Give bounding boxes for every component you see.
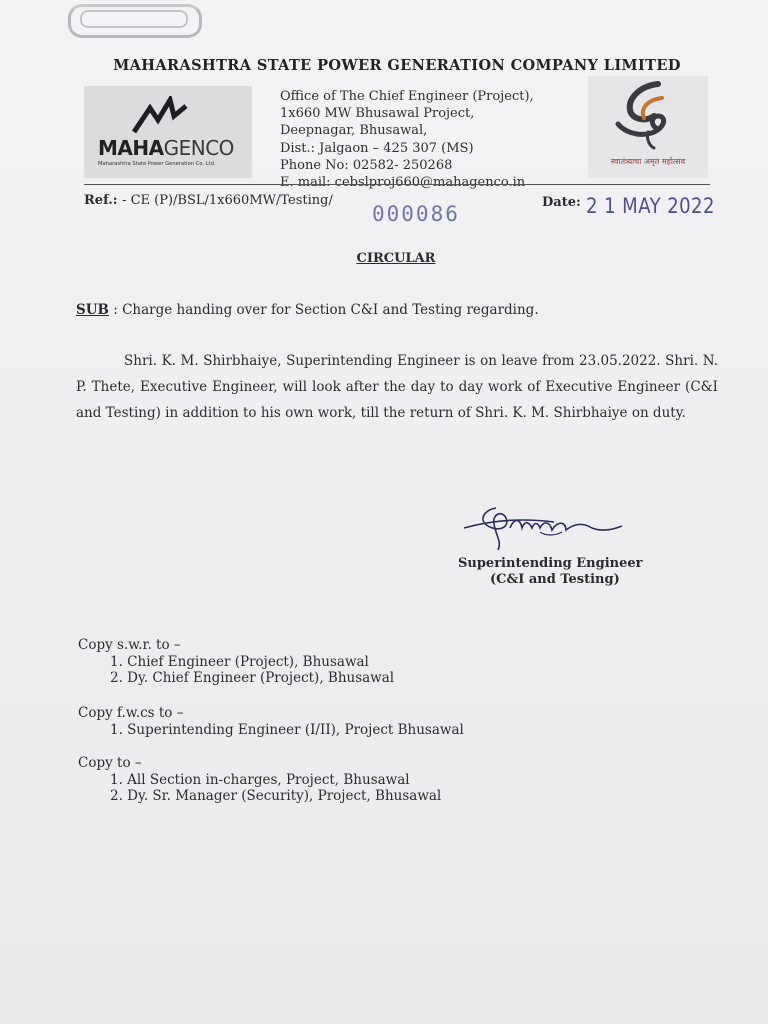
address-line: 1x660 MW Bhusawal Project,	[280, 106, 475, 122]
address-line: E. mail: cebslproj660@mahagenco.in	[280, 175, 526, 191]
subject-text: : Charge handing over for Section C&I and Testing regarding.	[108, 302, 539, 318]
handwritten-signature	[462, 498, 642, 562]
copy-to-block	[78, 755, 441, 805]
azadi-amrit-mahotsav-emblem	[588, 76, 708, 178]
signatory-department: (C&I and Testing)	[490, 572, 620, 587]
lightning-icon	[128, 96, 198, 136]
reference-line	[84, 193, 333, 208]
ref-number-stamp: 000086	[372, 202, 460, 226]
ref-text: - CE (P)/BSL/1x660MW/Testing/	[122, 193, 333, 208]
copy-recipient: 1. Superintending Engineer (I/II), Project Bhusawal	[110, 721, 464, 738]
ref-label: Ref.:	[84, 193, 123, 208]
logo-wordmark: MAHAGENCO	[98, 136, 234, 160]
copy-recipient: 2. Dy. Sr. Manager (Security), Project, Bhusawal	[110, 788, 442, 804]
copy-fwcs-block	[78, 705, 464, 738]
address-line: Office of The Chief Engineer (Project),	[280, 89, 534, 104]
copy-recipient: 2. Dy. Chief Engineer (Project), Bhusawal	[110, 670, 395, 686]
address-line: Phone No: 02582- 250268	[280, 157, 453, 173]
company-name: MAHARASHTRA STATE POWER GENERATION COMPANY LIMITED	[113, 57, 681, 74]
signatory-title: Superintending Engineer	[458, 556, 643, 571]
copy-recipient: 1. Chief Engineer (Project), Bhusawal	[110, 653, 369, 670]
copy-heading: Copy f.w.cs to –	[78, 705, 184, 721]
office-address	[280, 88, 534, 191]
copy-swr-block	[78, 637, 394, 687]
date-label: Date:	[542, 195, 581, 210]
document-title: CIRCULAR	[356, 251, 436, 266]
subject-line	[76, 302, 539, 318]
circular-body: Shri. K. M. Shirbhaiye, Superintending Engineer is on leave from 23.05.2022. Shri. N. P. Thete, Executive Engineer, will look after the day to day work of Executive Engineer (C&I and Testing) in addition to his own work, till the return of Shri. K. M. Shirbhaiye on duty.	[76, 353, 718, 421]
copy-heading: Copy s.w.r. to –	[78, 637, 181, 653]
paper-clip-inner	[80, 10, 188, 28]
subject-label: SUB	[76, 302, 109, 318]
mahagenco-logo	[84, 86, 252, 178]
date-stamp: 2 1 MAY 2022	[586, 194, 715, 218]
header-divider	[84, 184, 710, 185]
copy-heading: Copy to –	[78, 755, 142, 771]
copy-recipient: 1. All Section in-charges, Project, Bhusawal	[110, 771, 410, 788]
address-line: Dist.: Jalgaon – 425 307 (MS)	[280, 140, 474, 156]
address-line: Deepnagar, Bhusawal,	[280, 123, 428, 139]
emblem-caption: स्वातंत्र्याचा अमृत महोत्सव	[610, 157, 686, 166]
logo-subtitle: Maharashtra State Power Generation Co. Ltd.	[98, 161, 216, 167]
emblem-icon	[588, 76, 708, 156]
